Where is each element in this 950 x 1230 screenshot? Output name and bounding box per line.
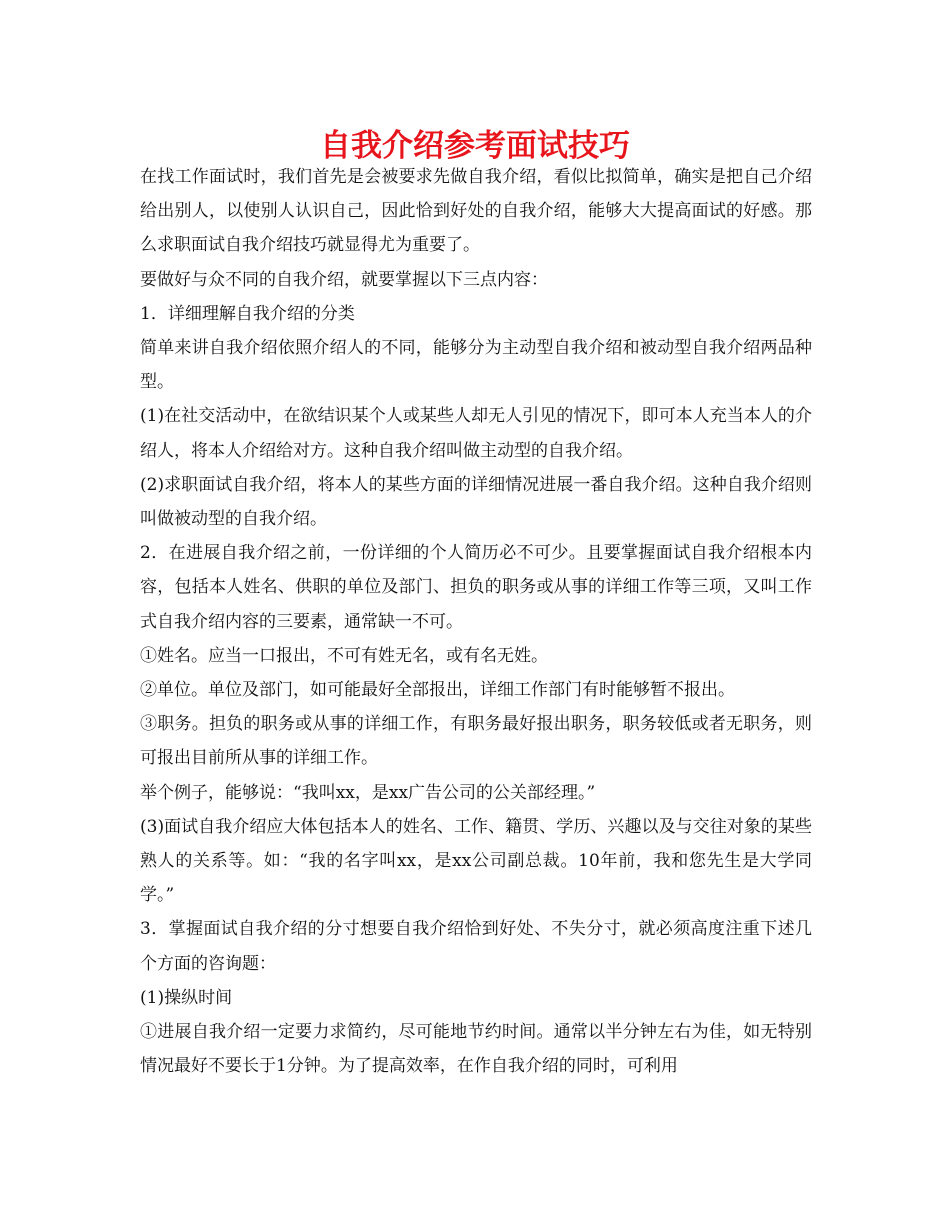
- list-item: ③职务。担负的职务或从事的详细工作，有职务最好报出职务，职务较低或者无职务，则可报出目前所从事的详细工作。: [140, 714, 812, 769]
- paragraph: (2)求职面试自我介绍，将本人的某些方面的详细情况进展一番自我介绍。这种自我介绍则叫做被动型的自我介绍。: [140, 474, 812, 530]
- section-heading: 1．详细理解自我介绍的分类: [140, 303, 355, 324]
- paragraph: (3)面试自我介绍应大体包括本人的姓名、工作、籍贯、学历、兴趣以及与交往对象的某些熟人的关系等。如：“我的名字叫xx，是xx公司副总裁。10年前，我和您先生是大学同学。”: [140, 816, 812, 906]
- document-body: [140, 160, 812, 1083]
- document-title: 自我介绍参考面试技巧: [320, 128, 630, 164]
- paragraph: 举个例子，能够说：“我叫xx，是xx广告公司的公关部经理。”: [140, 782, 596, 803]
- paragraph: (1)在社交活动中，在欲结识某个人或某些人却无人引见的情况下，即可本人充当本人的介绍人，将本人介绍给对方。这种自我介绍叫做主动型的自我介绍。: [140, 406, 812, 461]
- section-heading: 3．掌握面试自我介绍的分寸想要自我介绍恰到好处、不失分寸，就必须高度注重下述几个方面的咨询题：: [140, 919, 812, 974]
- list-item: ①姓名。应当一口报出，不可有姓无名，或有名无姓。: [140, 645, 548, 666]
- paragraph: 在找工作面试时，我们首先是会被要求先做自我介绍，看似比拟简单，确实是把自己介绍给出别人，以使别人认识自己，因此恰到好处的自我介绍，能够大大提高面试的好感。那么求职面试自我介绍技巧就显得尤为重要了。: [140, 167, 812, 256]
- section-heading: 2．在进展自我介绍之前，一份详细的个人简历必不可少。且要掌握面试自我介绍根本内容，包括本人姓名、供职的单位及部门、担负的职务或从事的详细工作等三项，又叫工作式自我介绍内容的三要素，通常缺一不可。: [140, 543, 812, 632]
- paragraph: 要做好与众不同的自我介绍，就要掌握以下三点内容：: [140, 269, 548, 290]
- subsection-heading: (1)操纵时间: [140, 987, 233, 1008]
- paragraph: 简单来讲自我介绍依照介绍人的不同，能够分为主动型自我介绍和被动型自我介绍两品种型。: [140, 338, 812, 393]
- list-item: ①进展自我介绍一定要力求简约，尽可能地节约时间。通常以半分钟左右为佳，如无特别情况最好不要长于1分钟。为了提高效率，在作自我介绍的同时，可利用: [140, 1022, 812, 1077]
- list-item: ②单位。单位及部门，如可能最好全部报出，详细工作部门有时能够暂不报出。: [140, 680, 735, 701]
